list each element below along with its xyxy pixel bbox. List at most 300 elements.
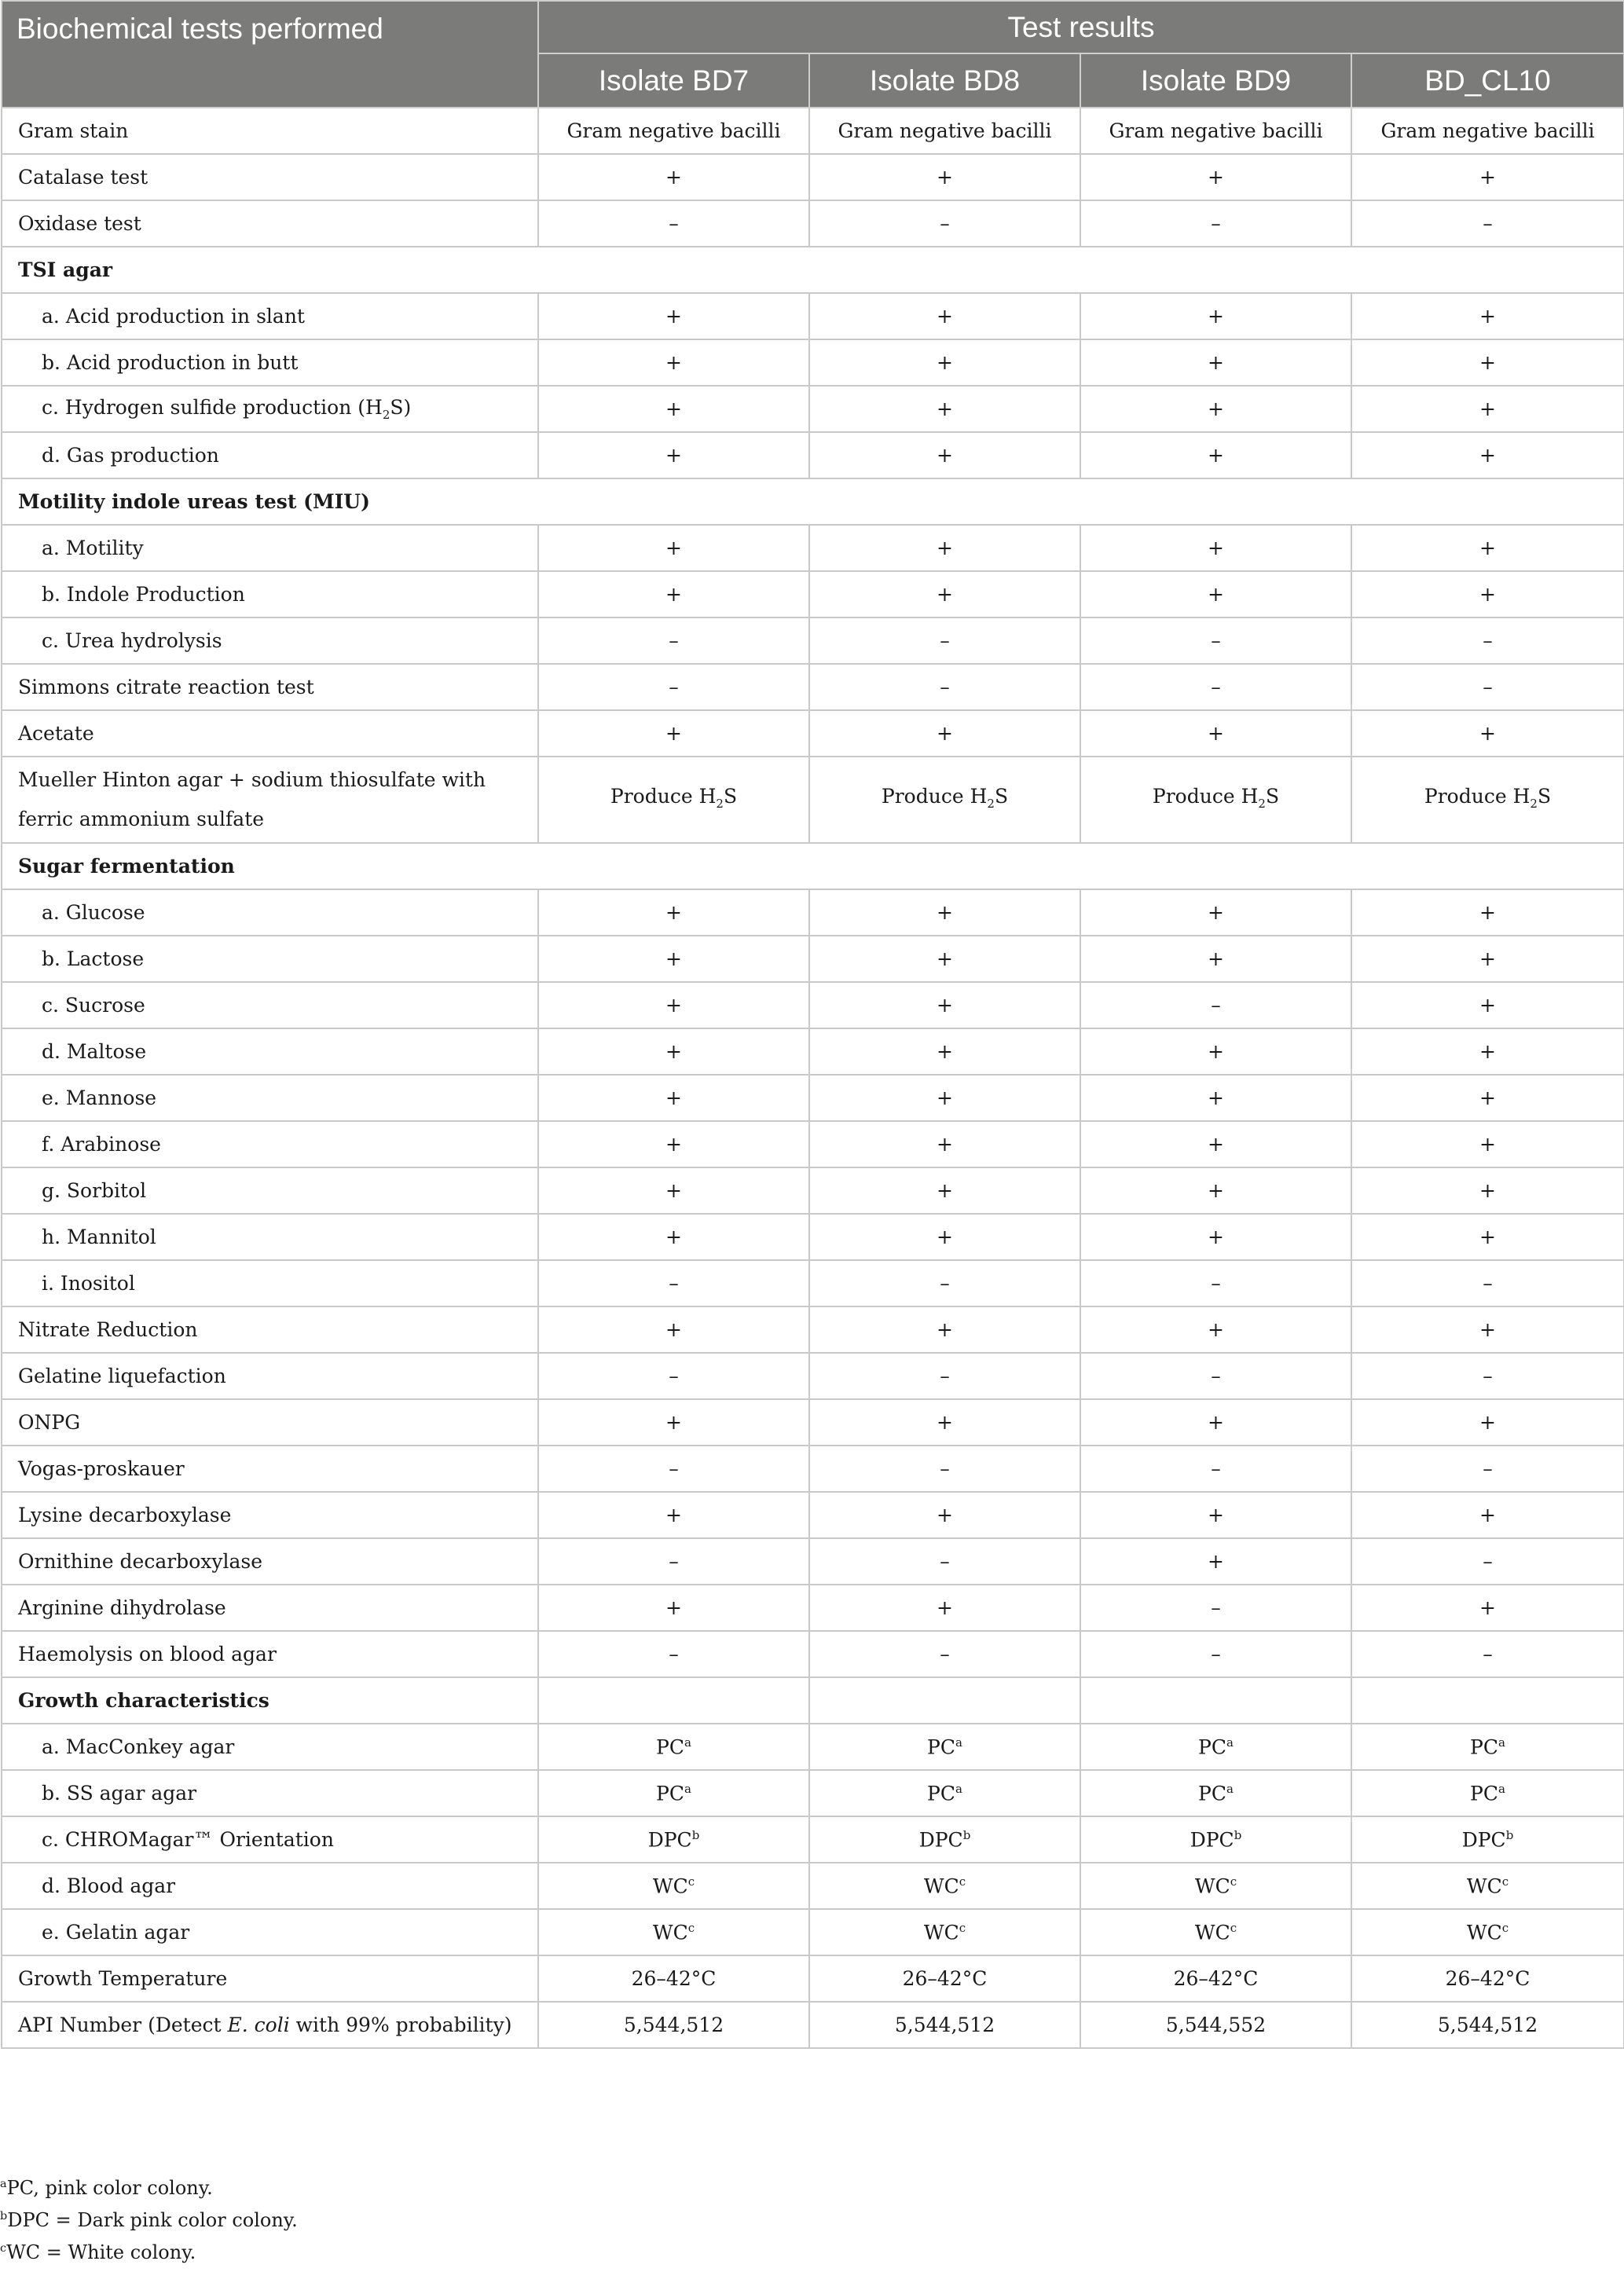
- result-cell: [809, 154, 1080, 200]
- row-label-text: Growth characteristics: [18, 1689, 269, 1712]
- row-label: [2, 432, 538, 478]
- result-cell: [809, 525, 1080, 571]
- result-cell: [538, 293, 809, 339]
- result-value: –: [1211, 676, 1221, 698]
- result-value: –: [940, 1272, 950, 1295]
- result-value: +: [665, 1411, 682, 1434]
- table-header: [2, 1, 1624, 108]
- result-value: –: [1211, 629, 1221, 652]
- organism-name: E. coli: [227, 2014, 290, 2036]
- row-label-text: Oxidase test: [18, 212, 141, 235]
- footnote-marker: c: [1501, 1874, 1509, 1889]
- result-cell: [1080, 1816, 1351, 1863]
- row-label: [2, 1724, 538, 1770]
- result-cell: [1080, 1585, 1351, 1631]
- row-label-text: API Number (Detect: [18, 2014, 228, 2036]
- result-value: PC: [656, 1735, 684, 1759]
- result-cell: [809, 1353, 1080, 1399]
- result-cell: [809, 571, 1080, 617]
- result-value: Gram negative bacilli: [566, 119, 781, 142]
- row-label: [2, 1167, 538, 1214]
- table-row: [2, 200, 1624, 247]
- row-label: [2, 710, 538, 757]
- result-value: –: [1483, 1457, 1493, 1480]
- result-cell: [1080, 1955, 1351, 2002]
- result-value: +: [937, 537, 953, 559]
- footnote-marker: b: [962, 1827, 971, 1842]
- header-isolate-bd8: Isolate BD8: [809, 53, 1080, 108]
- result-value: 5,544,552: [1165, 2014, 1267, 2036]
- footnote: [0, 2202, 298, 2234]
- result-cell: [1080, 1028, 1351, 1075]
- result-value: +: [665, 1596, 682, 1619]
- result-cell: [538, 664, 809, 710]
- result-value: –: [940, 212, 950, 235]
- row-label-text: h. Mannitol: [42, 1226, 156, 1248]
- footnote-marker: a: [1226, 1781, 1234, 1796]
- result-value: PC: [1470, 1735, 1498, 1759]
- footnote-marker: c: [1501, 1920, 1509, 1935]
- result-value: +: [1479, 166, 1496, 189]
- result-value: DPC: [647, 1828, 692, 1852]
- result-cell: [1351, 2002, 1624, 2048]
- result-value: +: [937, 1318, 953, 1341]
- result-cell: [1080, 1306, 1351, 1353]
- result-cell: [1351, 1214, 1624, 1260]
- result-cell: [1080, 1909, 1351, 1955]
- result-value: +: [1208, 537, 1224, 559]
- row-label: [2, 2002, 538, 2048]
- result-cell: [1351, 1121, 1624, 1167]
- table-row: [2, 710, 1624, 757]
- result-value: +: [1208, 398, 1224, 420]
- row-label: [2, 525, 538, 571]
- result-cell: [538, 1909, 809, 1955]
- row-label-text: Nitrate Reduction: [18, 1318, 198, 1341]
- result-cell: [809, 617, 1080, 664]
- result-cell: [809, 1028, 1080, 1075]
- footnote-marker: c: [687, 1920, 695, 1935]
- row-label: [2, 843, 1624, 889]
- row-label: [2, 1585, 538, 1631]
- row-label-text-suffix: S): [390, 396, 412, 419]
- row-label: [2, 1538, 538, 1585]
- row-label: [2, 1075, 538, 1121]
- result-cell: [538, 339, 809, 386]
- result-cell: [809, 293, 1080, 339]
- footnote-marker: a: [955, 1781, 962, 1796]
- row-label-text: e. Mannose: [42, 1087, 157, 1109]
- result-cell: [1351, 664, 1624, 710]
- result-cell: [1351, 710, 1624, 757]
- result-value: +: [937, 1411, 953, 1434]
- result-value: PC: [1470, 1782, 1498, 1805]
- result-value-suffix: S: [723, 784, 738, 808]
- table-row: [2, 571, 1624, 617]
- result-value: DPC: [918, 1828, 963, 1852]
- result-cell: [1080, 889, 1351, 936]
- table-row: [2, 1446, 1624, 1492]
- table-row: [2, 936, 1624, 982]
- result-cell: [809, 432, 1080, 478]
- result-value: –: [1211, 212, 1221, 235]
- result-value: +: [665, 537, 682, 559]
- table-row: [2, 1399, 1624, 1446]
- result-cell: [1351, 1446, 1624, 1492]
- result-cell: [1080, 1167, 1351, 1214]
- result-value: +: [665, 901, 682, 924]
- result-value: Produce H: [610, 784, 717, 808]
- row-label: [2, 1353, 538, 1399]
- row-label-text: a. MacConkey agar: [42, 1735, 235, 1758]
- footnote-marker: c: [1230, 1874, 1237, 1889]
- subscript: 2: [987, 796, 995, 811]
- row-label-text: Simmons citrate reaction test: [18, 676, 314, 698]
- result-cell: [1351, 200, 1624, 247]
- row-label: [2, 1446, 538, 1492]
- result-cell: [1080, 617, 1351, 664]
- section-row: [2, 478, 1624, 525]
- result-value: 5,544,512: [894, 2014, 995, 2036]
- result-value: –: [669, 676, 679, 698]
- result-cell: [1351, 1399, 1624, 1446]
- result-cell: [809, 1863, 1080, 1909]
- table-row: [2, 889, 1624, 936]
- result-value: +: [1479, 994, 1496, 1017]
- result-value: –: [940, 1643, 950, 1666]
- result-value: DPC: [1461, 1828, 1506, 1852]
- result-cell: [1080, 1770, 1351, 1816]
- row-label-text: Sugar fermentation: [18, 855, 235, 878]
- result-value: +: [1208, 444, 1224, 467]
- row-label-text: b. Indole Production: [42, 583, 245, 606]
- result-value: +: [1208, 583, 1224, 606]
- row-label-text: b. Acid production in butt: [42, 351, 299, 374]
- result-value: +: [937, 1040, 953, 1063]
- row-label: [2, 478, 1624, 525]
- section-row: [2, 843, 1624, 889]
- footnote-marker: a: [1498, 1781, 1505, 1796]
- result-cell: [1080, 1538, 1351, 1585]
- result-cell: [538, 1121, 809, 1167]
- result-value: +: [937, 1226, 953, 1248]
- row-label: [2, 1121, 538, 1167]
- result-cell: [809, 1260, 1080, 1306]
- result-cell: [809, 1585, 1080, 1631]
- row-label-text: c. Hydrogen sulfide production (H: [42, 396, 383, 419]
- row-label-text: b. Lactose: [42, 947, 145, 970]
- table-row: [2, 1585, 1624, 1631]
- table-row: [2, 1121, 1624, 1167]
- result-value-suffix: S: [1265, 784, 1280, 808]
- result-cell: [1080, 1724, 1351, 1770]
- footnote-marker: b: [1234, 1827, 1242, 1842]
- table-row: [2, 1770, 1624, 1816]
- result-value: –: [669, 1272, 679, 1295]
- row-label: [2, 1863, 538, 1909]
- result-cell: [538, 1863, 809, 1909]
- result-cell: [538, 889, 809, 936]
- row-label: [2, 571, 538, 617]
- row-label: [2, 889, 538, 936]
- result-cell: [538, 108, 809, 154]
- result-value: Produce H: [881, 784, 988, 808]
- result-cell: [538, 1770, 809, 1816]
- result-value: +: [1208, 901, 1224, 924]
- row-label-text: Motility indole ureas test (MIU): [18, 490, 370, 513]
- row-label-text: Vogas-proskauer: [18, 1457, 185, 1480]
- row-label: [2, 936, 538, 982]
- result-cell: [538, 1724, 809, 1770]
- result-value: +: [1479, 1040, 1496, 1063]
- row-label-text: i. Inositol: [42, 1272, 135, 1295]
- result-cell: [1351, 571, 1624, 617]
- footnote-marker: c: [1230, 1920, 1237, 1935]
- result-cell: [809, 1538, 1080, 1585]
- result-cell: [1351, 339, 1624, 386]
- result-cell: [1080, 757, 1351, 843]
- result-cell: [809, 1724, 1080, 1770]
- result-value: 5,544,512: [623, 2014, 724, 2036]
- result-cell: [809, 1955, 1080, 2002]
- result-value: +: [665, 1087, 682, 1109]
- row-label: [2, 1260, 538, 1306]
- result-cell: [809, 664, 1080, 710]
- result-value: WC: [1466, 1874, 1502, 1898]
- result-cell: [1080, 1075, 1351, 1121]
- result-cell: [1351, 1677, 1624, 1724]
- row-label-text: TSI agar: [18, 258, 113, 281]
- footnote-marker: a: [1498, 1735, 1505, 1750]
- row-label: [2, 200, 538, 247]
- result-cell: [538, 982, 809, 1028]
- footnote-text: DPC = Dark pink color colony.: [7, 2209, 298, 2231]
- result-value: –: [1483, 1365, 1493, 1387]
- result-cell: [1080, 1863, 1351, 1909]
- result-value-suffix: S: [1537, 784, 1552, 808]
- subscript: 2: [716, 796, 724, 811]
- row-label-text: a. Motility: [42, 537, 144, 559]
- result-value: +: [1208, 1411, 1224, 1434]
- result-cell: [538, 2002, 809, 2048]
- row-label: [2, 154, 538, 200]
- result-value: –: [669, 1643, 679, 1666]
- row-label-text: b. SS agar agar: [42, 1782, 197, 1805]
- footnote-marker: a: [684, 1735, 691, 1750]
- row-label: [2, 1816, 538, 1863]
- result-value: +: [1208, 1179, 1224, 1202]
- result-cell: [1351, 154, 1624, 200]
- result-value: +: [937, 166, 953, 189]
- result-value: +: [937, 994, 953, 1017]
- result-value: –: [940, 629, 950, 652]
- result-value: PC: [927, 1782, 955, 1805]
- footnote-marker: b: [1505, 1827, 1514, 1842]
- result-value: +: [1208, 1040, 1224, 1063]
- result-value: +: [1208, 1504, 1224, 1526]
- row-label: [2, 1631, 538, 1677]
- result-cell: [809, 2002, 1080, 2048]
- result-cell: [1351, 1909, 1624, 1955]
- result-value: +: [1479, 1179, 1496, 1202]
- result-value: +: [937, 305, 953, 328]
- result-cell: [1080, 432, 1351, 478]
- result-cell: [538, 1677, 809, 1724]
- result-value: +: [1479, 444, 1496, 467]
- table-row: [2, 1353, 1624, 1399]
- result-value: –: [1483, 212, 1493, 235]
- table-row: [2, 2002, 1624, 2048]
- row-label-text: Gram stain: [18, 119, 129, 142]
- result-cell: [538, 386, 809, 432]
- result-cell: [1351, 1353, 1624, 1399]
- row-label-text: Gelatine liquefaction: [18, 1365, 226, 1387]
- result-cell: [1080, 1399, 1351, 1446]
- result-cell: [1351, 1631, 1624, 1677]
- result-value: +: [1208, 1318, 1224, 1341]
- result-cell: [1080, 1214, 1351, 1260]
- result-value: +: [1208, 722, 1224, 745]
- result-cell: [1351, 293, 1624, 339]
- result-value: 26–42°C: [1445, 1967, 1531, 1990]
- result-cell: [809, 339, 1080, 386]
- row-label-text: c. Urea hydrolysis: [42, 629, 222, 652]
- result-cell: [809, 982, 1080, 1028]
- result-cell: [538, 1955, 809, 2002]
- result-value: +: [665, 444, 682, 467]
- result-cell: [1080, 108, 1351, 154]
- result-cell: [1080, 982, 1351, 1028]
- row-label-text: Catalase test: [18, 166, 148, 189]
- subscript: 2: [1258, 796, 1266, 811]
- footnote-text: WC = White colony.: [6, 2241, 196, 2263]
- section-row: [2, 247, 1624, 293]
- footnote-marker: c: [687, 1874, 695, 1889]
- result-cell: [538, 571, 809, 617]
- result-cell: [1351, 1585, 1624, 1631]
- row-label-text: d. Gas production: [42, 444, 219, 467]
- result-value: DPC: [1190, 1828, 1234, 1852]
- result-value: Gram negative bacilli: [838, 119, 1052, 142]
- result-cell: [809, 1399, 1080, 1446]
- result-value: +: [1479, 947, 1496, 970]
- result-cell: [1351, 757, 1624, 843]
- table-row: [2, 1492, 1624, 1538]
- result-value: –: [1483, 1550, 1493, 1573]
- result-cell: [809, 710, 1080, 757]
- result-cell: [538, 154, 809, 200]
- footnote-marker: b: [691, 1827, 700, 1842]
- result-cell: [1351, 108, 1624, 154]
- table-row: [2, 1075, 1624, 1121]
- table-row: [2, 1028, 1624, 1075]
- result-cell: [1080, 1631, 1351, 1677]
- table-row: [2, 1260, 1624, 1306]
- result-cell: [1351, 1260, 1624, 1306]
- result-value: +: [1208, 351, 1224, 374]
- result-cell: [1351, 1167, 1624, 1214]
- result-value: +: [665, 722, 682, 745]
- table-row: [2, 293, 1624, 339]
- result-value: +: [1208, 1226, 1224, 1248]
- result-cell: [809, 1631, 1080, 1677]
- result-value: +: [937, 947, 953, 970]
- result-value: –: [669, 1457, 679, 1480]
- result-cell: [1080, 664, 1351, 710]
- result-value: +: [1479, 305, 1496, 328]
- result-value: +: [665, 947, 682, 970]
- result-cell: [1080, 1677, 1351, 1724]
- result-cell: [1351, 432, 1624, 478]
- result-value: +: [937, 398, 953, 420]
- footnote-mark: b: [0, 2210, 8, 2223]
- table-row: [2, 154, 1624, 200]
- table-row: [2, 1538, 1624, 1585]
- table-body: [2, 108, 1624, 2048]
- result-cell: [538, 1075, 809, 1121]
- result-cell: [1080, 1121, 1351, 1167]
- table-row: [2, 617, 1624, 664]
- row-label-text: Lysine decarboxylase: [18, 1504, 232, 1526]
- header-tests-performed: Biochemical tests performed: [2, 1, 538, 108]
- result-cell: [1351, 1770, 1624, 1816]
- result-value: PC: [1198, 1735, 1226, 1759]
- row-label: [2, 1306, 538, 1353]
- table-row: [2, 432, 1624, 478]
- result-value-suffix: S: [994, 784, 1009, 808]
- result-value: –: [669, 212, 679, 235]
- result-cell: [1080, 1446, 1351, 1492]
- result-value: +: [937, 1087, 953, 1109]
- row-label-text: g. Sorbitol: [42, 1179, 147, 1202]
- result-value: Gram negative bacilli: [1380, 119, 1595, 142]
- result-value: –: [940, 1457, 950, 1480]
- result-cell: [1080, 386, 1351, 432]
- row-label: [2, 1399, 538, 1446]
- result-cell: [809, 1770, 1080, 1816]
- result-value: –: [1483, 676, 1493, 698]
- row-label: [2, 386, 538, 432]
- result-value: +: [665, 1318, 682, 1341]
- table-row: [2, 339, 1624, 386]
- result-value: 26–42°C: [902, 1967, 988, 1990]
- result-value: –: [1211, 1596, 1221, 1619]
- result-cell: [809, 386, 1080, 432]
- table-row: [2, 108, 1624, 154]
- result-cell: [1351, 525, 1624, 571]
- result-value: +: [1208, 947, 1224, 970]
- result-cell: [1351, 1538, 1624, 1585]
- result-value: –: [1211, 1365, 1221, 1387]
- result-value: +: [937, 722, 953, 745]
- result-value: +: [1479, 1226, 1496, 1248]
- result-cell: [809, 1306, 1080, 1353]
- result-value: –: [669, 629, 679, 652]
- result-value: 26–42°C: [631, 1967, 717, 1990]
- result-cell: [809, 1075, 1080, 1121]
- result-cell: [1351, 982, 1624, 1028]
- result-cell: [1080, 200, 1351, 247]
- row-label: [2, 982, 538, 1028]
- result-value: +: [1479, 1504, 1496, 1526]
- result-value: WC: [1466, 1921, 1502, 1944]
- row-label: [2, 1909, 538, 1955]
- result-value: +: [1479, 1318, 1496, 1341]
- result-cell: [538, 1399, 809, 1446]
- row-label-text-suffix: with 99% probability): [289, 2014, 512, 2036]
- result-value: –: [1211, 994, 1221, 1017]
- row-label: [2, 617, 538, 664]
